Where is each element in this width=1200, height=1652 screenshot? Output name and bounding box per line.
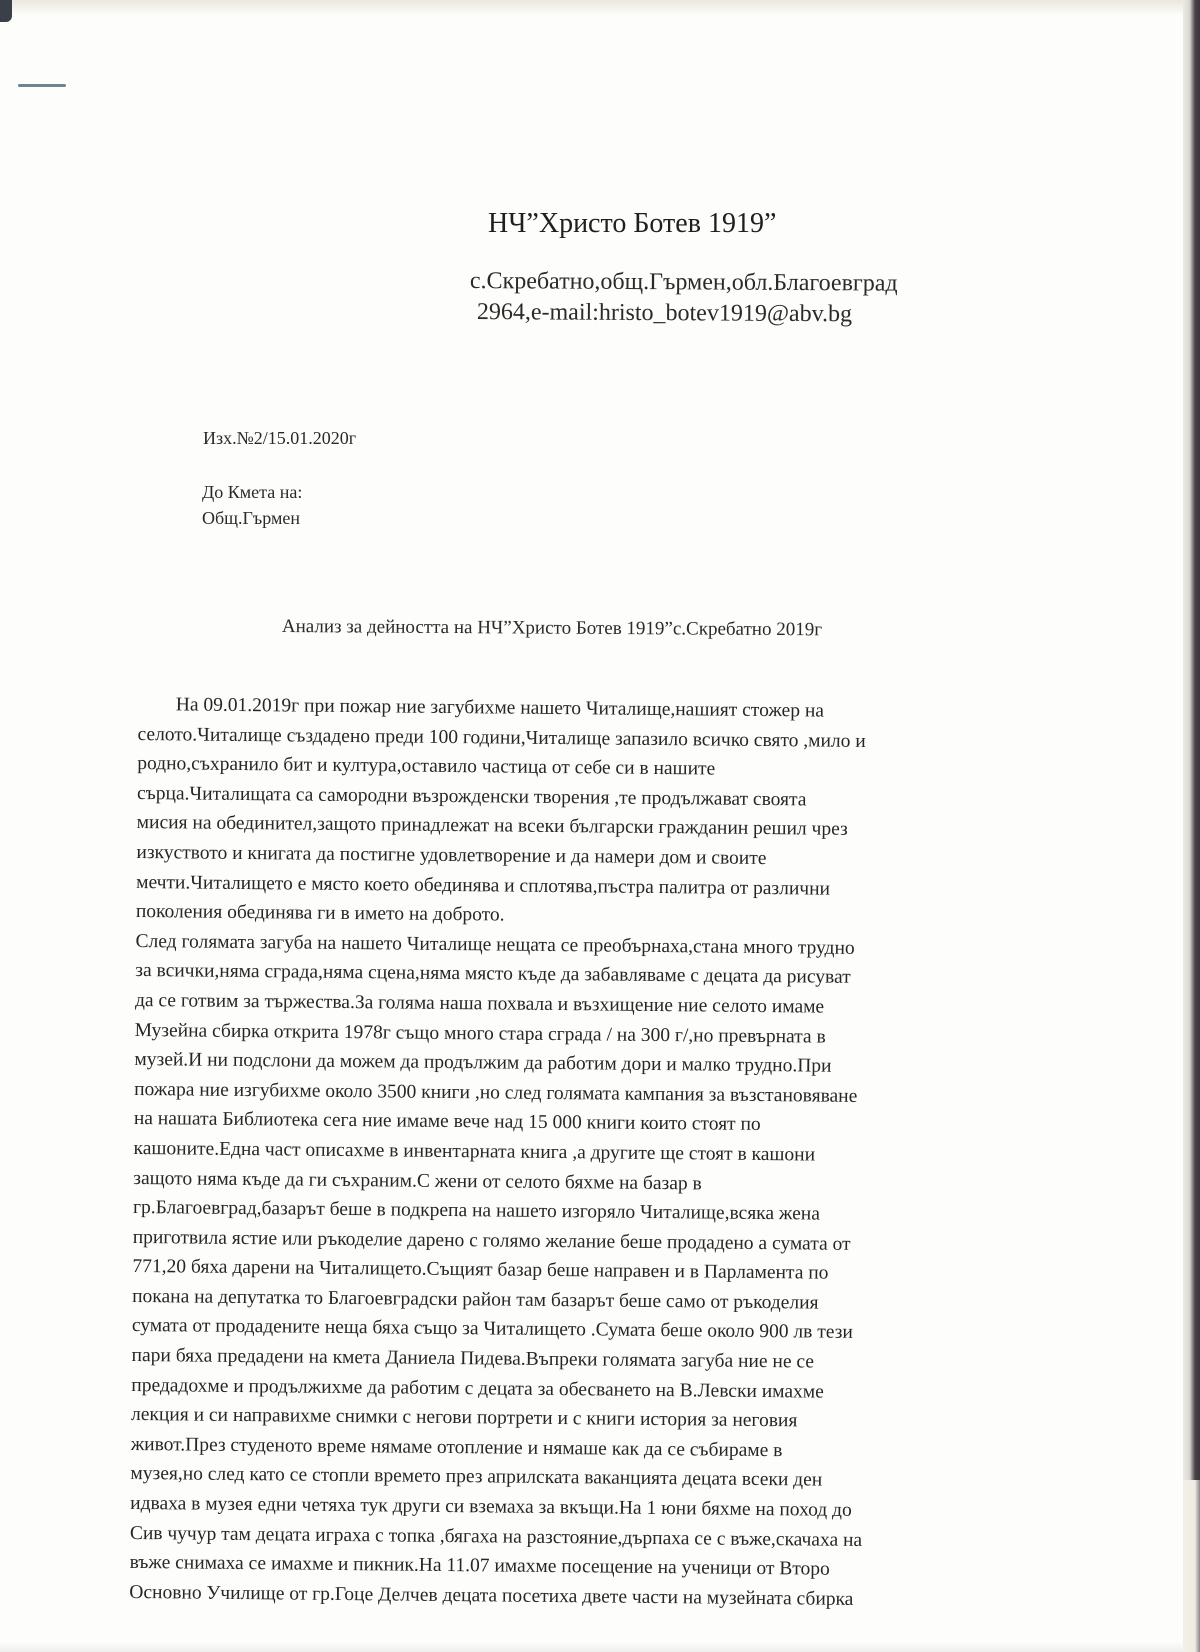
body-line: предадохме и продължихме да работим с децата за обесването на В.Левски имахме bbox=[131, 1374, 824, 1403]
body-line: сумата от продадените неща бяха също за Читалището .Сумата беше около 900 лв тези bbox=[131, 1315, 853, 1344]
body-line: живот.През студеното време нямаме отопление и нямаше как да се събираме в bbox=[130, 1433, 783, 1462]
body-line: лекция и си направихме снимки с негови портрети и с книги история за неговия bbox=[130, 1404, 798, 1432]
body-line: за всички,няма сграда,няма сцена,няма място къде да забавляваме с децата да рисуват bbox=[135, 960, 851, 989]
body-line: гр.Благоевград,базарът беше в подкрепа на нашето изгоряло Читалище,всяка жена bbox=[132, 1197, 821, 1225]
body-line: да се готвим за тържества.За голяма наша похвала и възхищение ние селото имаме bbox=[134, 989, 825, 1018]
body-line: 771,20 бяха дарени на Читалището.Същият базар беше направен и в Парламента по bbox=[132, 1256, 829, 1284]
body-line: кашоните.Една част описахме в инвентарната книга ,а другите ще стоят в кашони bbox=[133, 1137, 816, 1166]
scan-bottom-edge bbox=[0, 1642, 1183, 1652]
body-line: пожара ние изгубихме около 3500 книги ,но след голямата кампания за възстановяване bbox=[134, 1078, 858, 1107]
body-line: Сив чучур там децата играха с топка ,бягаха на разстояние,дърпаха се с въже,скачаха на bbox=[129, 1522, 863, 1551]
organization-name: НЧ”Христо Ботев 1919” bbox=[488, 208, 777, 239]
body-line: идваха в музея едни четяха тук други си вземаха за вкъщи.На 1 юни бяхме на поход до bbox=[130, 1492, 852, 1521]
body-line: музей.И ни подслони да можем да продължим да работим дори и малко трудно.При bbox=[134, 1049, 832, 1077]
body-line: На 09.01.2019г при пожар ние загубихме нашето Читалище,нашият стожер на bbox=[175, 694, 825, 722]
body-line: мисия на обединител,защото принадлежат на всеки български гражданин решил чрез bbox=[136, 812, 848, 841]
scan-right-edge bbox=[1183, 0, 1200, 1652]
recipient-line-1: До Кмета на: bbox=[202, 482, 303, 502]
document-body bbox=[129, 690, 1018, 1616]
body-line: След голямата загуба на нашето Читалище нещата се преобърнаха,стана много трудно bbox=[135, 930, 855, 959]
body-line: Основно Училище от гр.Гоце Делчев децата посетиха двете части на музейната сбирка bbox=[129, 1581, 854, 1610]
body-line: селото.Читалище създадено преди 100 години,Читалище запазило всичко свято ,мило и bbox=[137, 723, 866, 752]
letterhead bbox=[470, 207, 776, 241]
body-line: приготвила ястие или ръкоделие дарено с голямо желание беше продадено а сумата от bbox=[132, 1226, 851, 1255]
body-line: сърца.Читалищата са самородни възрожденски творения ,те продължават своята bbox=[136, 782, 807, 811]
margin-dash-mark bbox=[18, 84, 66, 87]
body-line: поколения обединява ги в името на доброто. bbox=[135, 901, 505, 926]
recipient-block bbox=[202, 479, 302, 531]
body-line: въже снимаха се имахме и пикник.На 11.07 имахме посещение на ученици от Второ bbox=[129, 1552, 830, 1580]
body-line: на нашата Библиотека сега ние имаме вече над 15 000 книги които стоят по bbox=[133, 1108, 761, 1136]
organization-address: с.Скребатно,общ.Гърмен,обл.Благоевград bbox=[469, 267, 898, 297]
body-line: изкуството и книгата да постигне удовлетворение и да намери дом и своите bbox=[136, 841, 767, 870]
body-line: Музейна сбирка открита 1978г също много стара сграда / на 300 г/,но превърната в bbox=[134, 1019, 826, 1048]
outgoing-reference-number: Изх.№2/15.01.2020г bbox=[203, 428, 357, 448]
body-line: мечти.Читалището е място което обединява и сплотява,пъстра палитра от различни bbox=[136, 871, 831, 900]
body-line: защото няма къде да ги съхраним.С жени от селото бяхме на базар в bbox=[133, 1167, 702, 1194]
body-line: музея,но след като се стопли времето през априлската ваканцията децата всеки ден bbox=[130, 1463, 823, 1492]
scan-top-edge bbox=[0, 0, 1183, 14]
document-title: Анализ за дейността на НЧ”Христо Ботев 1919”с.Скребатно 2019г bbox=[281, 616, 823, 641]
scan-corner-mark bbox=[0, 0, 12, 22]
recipient-line-2: Общ.Гърмен bbox=[202, 508, 300, 528]
body-line: покана на депутатка то Благоевградски район там базарът беше само от ръкоделия bbox=[132, 1285, 819, 1314]
scan-right-edge-lower bbox=[1183, 1480, 1200, 1652]
body-line: родно,съхранило бит и култура,оставило частица от себе си в нашите bbox=[137, 753, 716, 780]
body-line: пари бяха предадени на кмета Даниела Пидева.Въпреки голямата загуба ние не се bbox=[131, 1345, 815, 1373]
organization-contact: 2964,e-mail:hristo_botev1919@abv.bg bbox=[476, 298, 853, 328]
